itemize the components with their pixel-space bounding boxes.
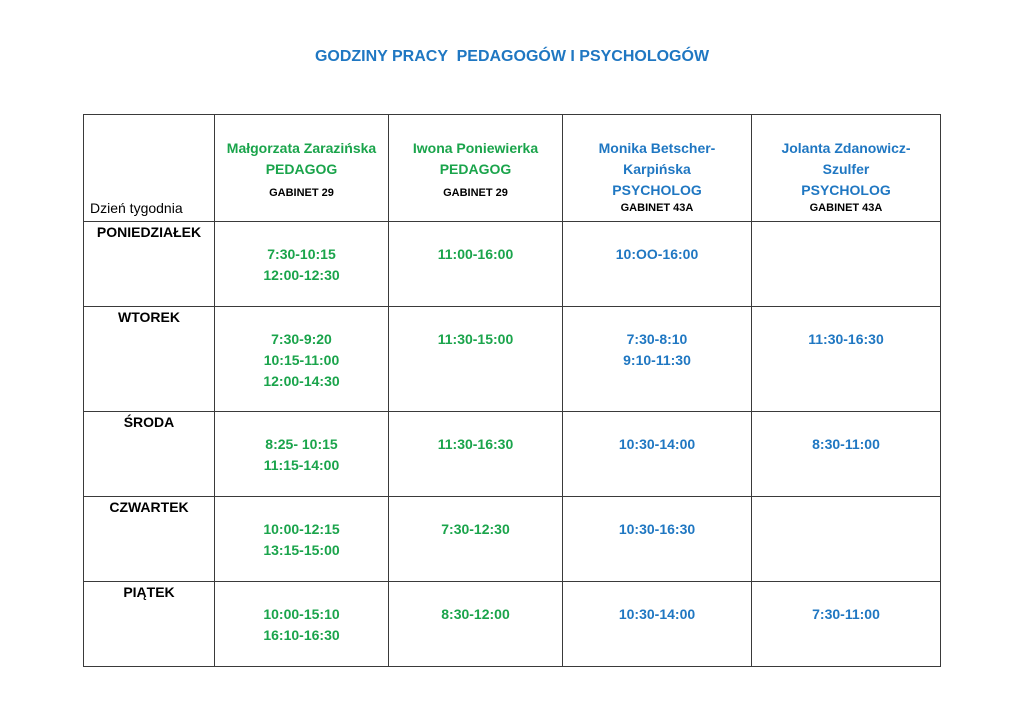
time-range: 11:30-16:30 [437, 436, 514, 452]
time-range: 12:00-14:30 [263, 373, 340, 389]
staff-role: PEDAGOG [265, 161, 338, 177]
staff-room: GABINET 43A [809, 202, 883, 214]
schedule-cell [752, 412, 941, 497]
time-range: 8:30-11:00 [812, 436, 880, 452]
staff-name: Małgorzata Zarazińska [226, 140, 377, 156]
time-range: 11:00-16:00 [437, 246, 514, 262]
staff-header [563, 115, 752, 222]
staff-room: GABINET 29 [269, 187, 334, 199]
day-name: PIĄTEK [84, 582, 215, 667]
staff-role: PSYCHOLOG [612, 182, 702, 198]
time-range: 11:15-14:00 [263, 457, 340, 473]
time-range: 7:30-10:15 [267, 246, 336, 262]
schedule-row [84, 307, 941, 412]
schedule-cell [752, 582, 941, 667]
time-range: 7:30-9:20 [271, 331, 332, 347]
schedule-cell [215, 582, 389, 667]
day-name: CZWARTEK [84, 497, 215, 582]
time-range: 7:30-8:10 [626, 331, 688, 347]
schedule-cell [563, 307, 752, 412]
time-range: 9:10-11:30 [623, 352, 691, 368]
time-range: 12:00-12:30 [263, 267, 340, 283]
schedule-cell [389, 497, 563, 582]
time-range: 13:15-15:00 [263, 542, 340, 558]
schedule-cell [215, 497, 389, 582]
schedule-cell [563, 497, 752, 582]
schedule-row [84, 412, 941, 497]
time-range: 10:30-14:00 [618, 606, 696, 622]
schedule-row [84, 582, 941, 667]
time-range: 10:30-14:00 [618, 436, 696, 452]
schedule-cell [389, 412, 563, 497]
staff-header [752, 115, 941, 222]
staff-header [389, 115, 563, 222]
staff-role: PSYCHOLOG [801, 182, 891, 198]
schedule-cell [215, 307, 389, 412]
schedule-row [84, 222, 941, 307]
schedule-cell [752, 497, 941, 582]
staff-role: PEDAGOG [439, 161, 512, 177]
schedule-cell [563, 222, 752, 307]
page-title: GODZINY PRACY PEDAGOGÓW I PSYCHOLOGÓW [314, 48, 710, 65]
staff-header [215, 115, 389, 222]
schedule-cell [389, 582, 563, 667]
day-name: PONIEDZIAŁEK [84, 222, 215, 307]
time-range: 7:30-12:30 [441, 521, 510, 537]
staff-room: GABINET 43A [620, 202, 694, 214]
time-range: 10:00-12:15 [263, 521, 340, 537]
schedule-row [84, 497, 941, 582]
time-range: 16:10-16:30 [263, 627, 340, 643]
schedule-cell [389, 307, 563, 412]
time-range: 8:25- 10:15 [265, 436, 338, 452]
time-range: 7:30-11:00 [812, 606, 880, 622]
schedule-cell [752, 222, 941, 307]
schedule-cell [563, 582, 752, 667]
schedule-cell [752, 307, 941, 412]
staff-name: Jolanta Zdanowicz-Szulfer [781, 140, 911, 177]
staff-room: GABINET 29 [443, 187, 508, 199]
schedule-cell [215, 412, 389, 497]
header-row [84, 115, 941, 222]
staff-name: Iwona Poniewierka [412, 140, 539, 156]
day-column-header: Dzień tygodnia [84, 115, 215, 222]
time-range: 10:30-16:30 [618, 521, 696, 537]
time-range: 8:30-12:00 [441, 606, 510, 622]
time-range: 11:30-16:30 [808, 331, 884, 347]
schedule-cell [389, 222, 563, 307]
staff-name: Monika Betscher-Karpińska [598, 140, 716, 177]
time-range: 11:30-15:00 [437, 331, 514, 347]
day-name: ŚRODA [84, 412, 215, 497]
schedule-cell [215, 222, 389, 307]
time-range: 10:OO-16:00 [615, 246, 699, 262]
schedule-table [83, 114, 941, 667]
time-range: 10:00-15:10 [263, 606, 340, 622]
time-range: 10:15-11:00 [263, 352, 340, 368]
schedule-cell [563, 412, 752, 497]
day-name: WTOREK [84, 307, 215, 412]
